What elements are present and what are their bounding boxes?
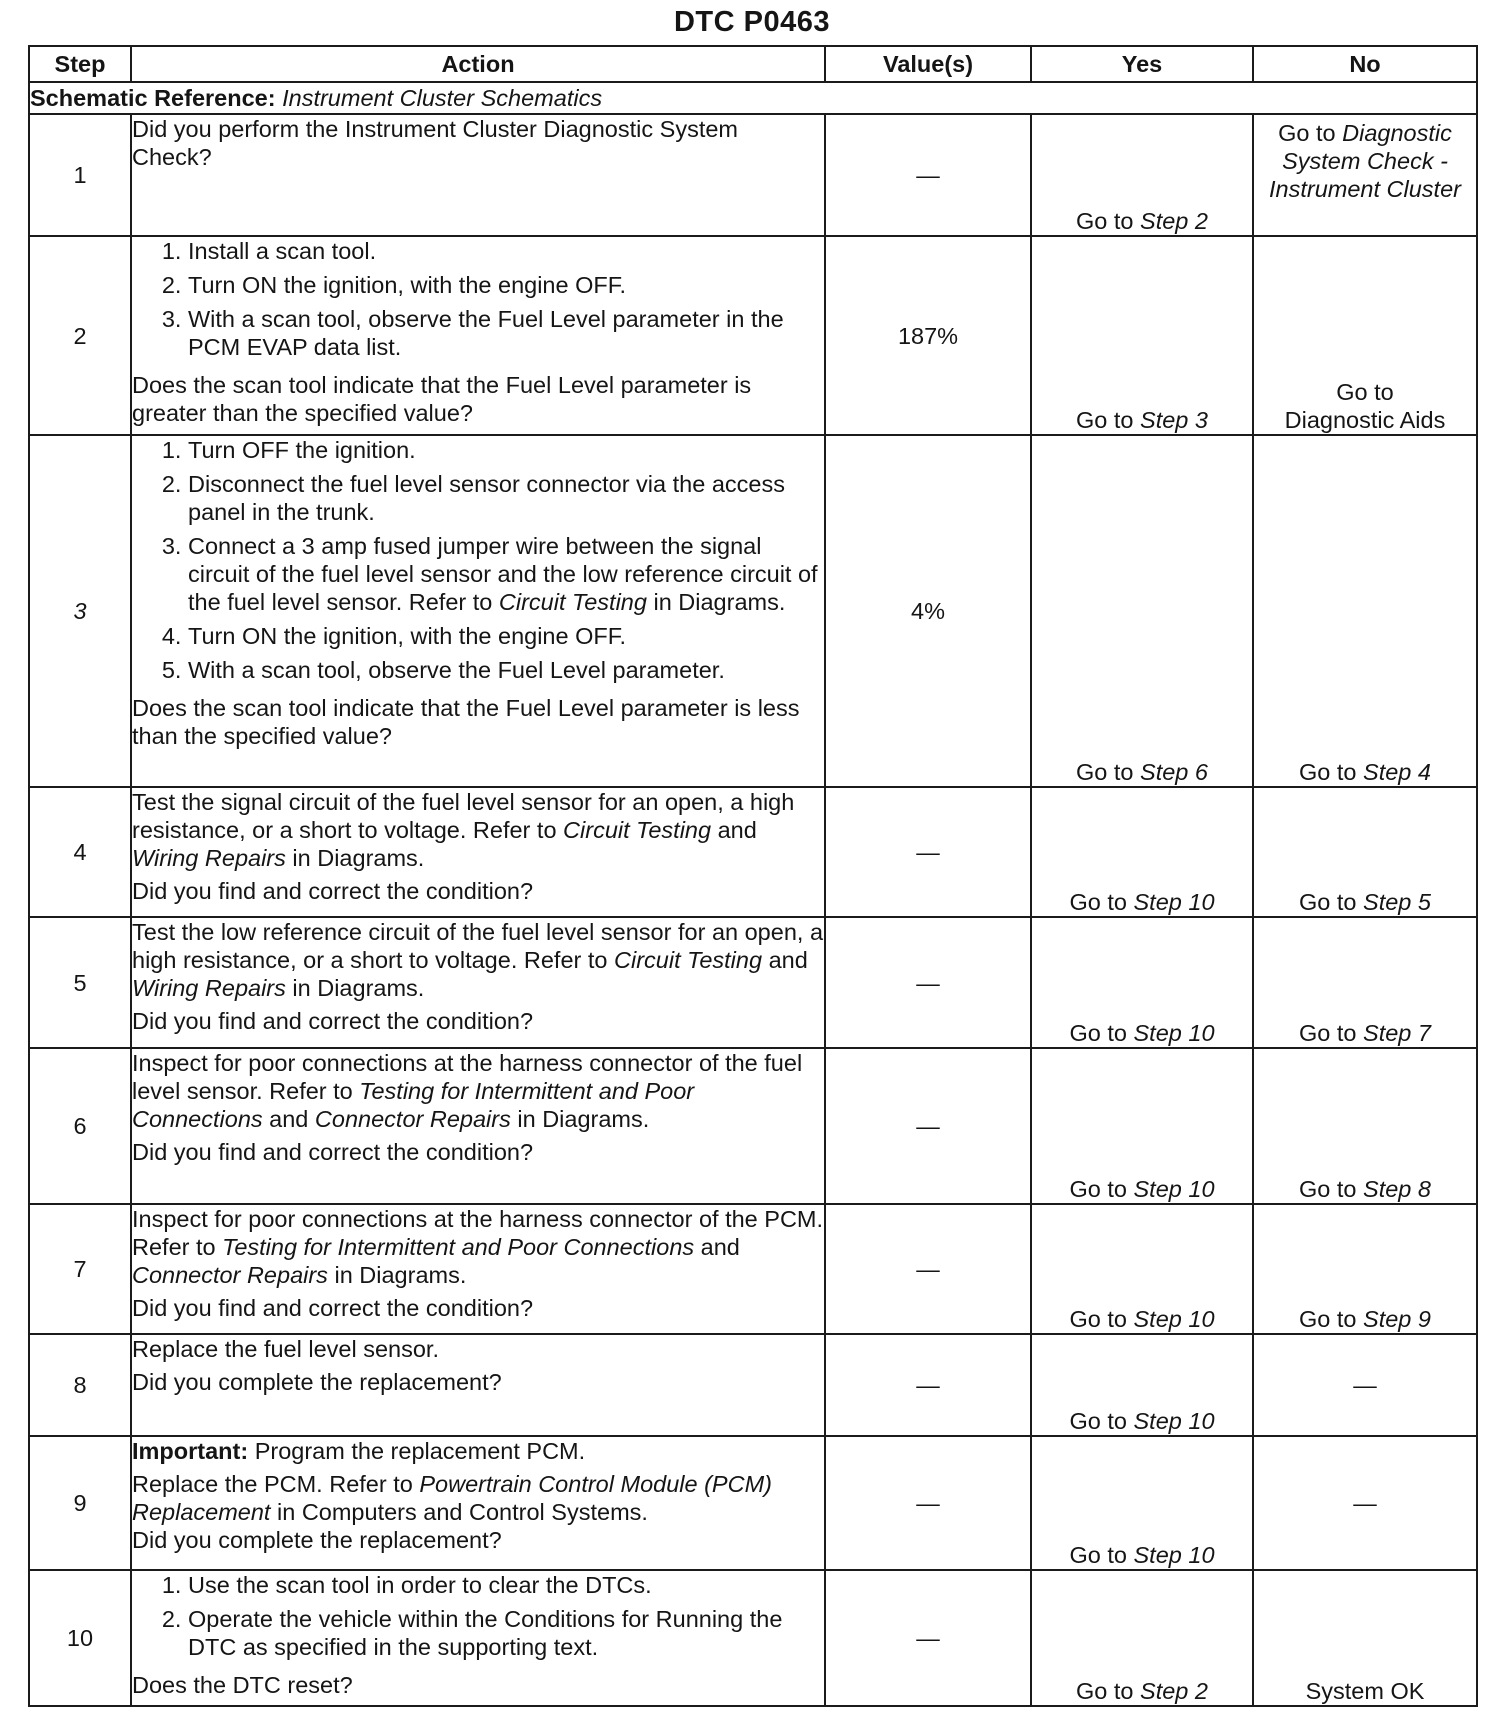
instruction-item: 2. Disconnect the fuel level sensor connector via the access panel in the trunk. xyxy=(188,470,824,526)
value-cell: — xyxy=(825,1204,1031,1334)
action-text xyxy=(132,918,824,1002)
action-cell xyxy=(131,1048,825,1204)
step-number: 1 xyxy=(29,114,131,236)
step-number: 8 xyxy=(29,1334,131,1436)
action-cell xyxy=(131,917,825,1048)
connector-repairs-link[interactable]: Connector Repairs xyxy=(314,1106,511,1132)
yes-cell xyxy=(1031,1334,1253,1436)
action-question: Does the DTC reset? xyxy=(132,1672,353,1698)
circuit-testing-link[interactable]: Circuit Testing xyxy=(563,817,712,843)
action-question: Did you find and correct the condition? xyxy=(132,878,534,904)
instruction-list xyxy=(132,1571,824,1667)
yes-cell xyxy=(1031,1048,1253,1204)
go-to-label: Go to xyxy=(1076,1678,1134,1704)
testing-intermittent-link[interactable]: Testing for Intermittent and Poor Connections xyxy=(222,1234,695,1260)
go-to-label: Go to xyxy=(1069,1542,1127,1568)
action-question: Did you complete the replacement? xyxy=(132,1369,502,1395)
go-to-label: Go to xyxy=(1076,759,1134,785)
table-row xyxy=(29,787,1477,917)
no-step-link[interactable]: Step 7 xyxy=(1363,1020,1431,1046)
action-text-part: in Diagrams. xyxy=(334,1262,467,1288)
yes-cell xyxy=(1031,1204,1253,1334)
table-row xyxy=(29,1570,1477,1706)
table-row xyxy=(29,1048,1477,1204)
step-number: 7 xyxy=(29,1204,131,1334)
instruction-item: 3. With a scan tool, observe the Fuel Level parameter in the PCM EVAP data list. xyxy=(188,305,824,361)
yes-step-link[interactable]: Step 10 xyxy=(1133,1542,1215,1568)
action-text-part: in Computers and Control Systems. xyxy=(277,1499,648,1525)
go-to-label: Go to xyxy=(1299,1176,1357,1202)
instruction-item xyxy=(188,532,824,616)
action-text xyxy=(132,788,824,872)
no-cell: — xyxy=(1253,1436,1477,1570)
instruction-item: 1. Turn OFF the ignition. xyxy=(188,436,824,464)
testing-intermittent-link[interactable]: Testing for Intermittent and Poor Connections xyxy=(132,1078,695,1132)
page-title: DTC P0463 xyxy=(673,6,830,38)
action-question: Does the scan tool indicate that the Fuel Level parameter is less than the specified value? xyxy=(132,695,800,749)
yes-step-link[interactable]: Step 10 xyxy=(1133,1176,1215,1202)
go-to-label: Go to xyxy=(1069,889,1127,915)
go-to-label: Go to xyxy=(1076,208,1134,234)
instruction-item: 5. With a scan tool, observe the Fuel Level parameter. xyxy=(188,656,824,684)
yes-cell xyxy=(1031,435,1253,787)
action-text xyxy=(132,1049,824,1133)
circuit-testing-link[interactable]: Circuit Testing xyxy=(614,947,763,973)
go-to-label: Go to xyxy=(1069,1408,1127,1434)
schematic-row xyxy=(29,82,1477,114)
instruction-text: in Diagrams. xyxy=(653,589,786,615)
step-number-text: 3 xyxy=(73,598,87,624)
step-number: 5 xyxy=(29,917,131,1048)
no-step-link[interactable]: Step 9 xyxy=(1363,1306,1431,1332)
value-cell: 187% xyxy=(825,236,1031,435)
yes-step-link[interactable]: Step 10 xyxy=(1133,1408,1215,1434)
header-action: Action xyxy=(131,46,825,82)
wiring-repairs-link[interactable]: Wiring Repairs xyxy=(132,845,286,871)
action-text-part: in Diagrams. xyxy=(517,1106,650,1132)
pcm-replacement-link[interactable]: Powertrain Control Module (PCM) Replacement xyxy=(132,1471,772,1525)
yes-cell xyxy=(1031,114,1253,236)
instruction-item: 1. Install a scan tool. xyxy=(188,237,824,265)
action-text-part: Test the low reference circuit of the fuel level sensor for an open, a high resistance, or a short to voltage. Refer to xyxy=(132,919,824,973)
go-to-label: Go to xyxy=(1076,407,1134,433)
value-cell: — xyxy=(825,1048,1031,1204)
action-text-part: Inspect for poor connections at the harness connector of the PCM. Refer to xyxy=(132,1206,824,1260)
header-row xyxy=(29,46,1477,82)
go-to-label: Go to xyxy=(1299,759,1357,785)
yes-step-link[interactable]: Step 10 xyxy=(1133,1306,1215,1332)
value-cell: — xyxy=(825,1436,1031,1570)
action-text-part: Test the signal circuit of the fuel level sensor for an open, a high resistance, or a short to voltage. Refer to xyxy=(132,789,795,843)
instruction-text: Connect a 3 amp fused jumper wire between the signal circuit of the fuel level sensor and the low reference circuit of the fuel level sensor. Refer to xyxy=(188,533,818,615)
header-yes: Yes xyxy=(1031,46,1253,82)
wiring-repairs-link[interactable]: Wiring Repairs xyxy=(132,975,286,1001)
instruction-item: 1. Use the scan tool in order to clear the DTCs. xyxy=(188,1571,824,1599)
yes-step-link[interactable]: Step 10 xyxy=(1133,889,1215,915)
no-cell xyxy=(1253,1048,1477,1204)
no-cell: — xyxy=(1253,1334,1477,1436)
value-cell: — xyxy=(825,114,1031,236)
action-text-part: Inspect for poor connections at the harness connector of the fuel level sensor. Refer to xyxy=(132,1050,803,1104)
instruction-item: 4. Turn ON the ignition, with the engine OFF. xyxy=(188,622,824,650)
yes-step-link[interactable]: Step 3 xyxy=(1140,407,1208,433)
no-cell xyxy=(1253,435,1477,787)
go-to-label: Go to xyxy=(1069,1306,1127,1332)
yes-cell xyxy=(1031,1436,1253,1570)
go-to-label: Go to xyxy=(1299,889,1357,915)
table-row xyxy=(29,114,1477,236)
action-cell xyxy=(131,1204,825,1334)
schematic-reference xyxy=(29,82,1477,114)
header-step: Step xyxy=(29,46,131,82)
value-cell: 4% xyxy=(825,435,1031,787)
no-step-link[interactable]: Step 8 xyxy=(1363,1176,1431,1202)
go-to-label: Go to xyxy=(1069,1176,1127,1202)
table-row xyxy=(29,435,1477,787)
schematic-link[interactable]: Instrument Cluster Schematics xyxy=(282,85,603,111)
step-number: 10 xyxy=(29,1570,131,1706)
no-step-link[interactable]: Step 5 xyxy=(1363,889,1431,915)
no-cell xyxy=(1253,787,1477,917)
action-cell xyxy=(131,114,825,236)
conjunction: and xyxy=(717,817,757,843)
value-cell: — xyxy=(825,1570,1031,1706)
table-row xyxy=(29,1334,1477,1436)
instruction-item: 2. Turn ON the ignition, with the engine OFF. xyxy=(188,271,824,299)
dtc-table xyxy=(28,45,1478,1707)
schematic-label: Schematic Reference: xyxy=(30,85,276,111)
action-cell xyxy=(131,1570,825,1706)
action-text-part: Replace the PCM. Refer to xyxy=(132,1471,413,1497)
table-row xyxy=(29,917,1477,1048)
header-no: No xyxy=(1253,46,1477,82)
go-to-label: Go to xyxy=(1336,379,1394,405)
table-row xyxy=(29,236,1477,435)
no-cell xyxy=(1253,917,1477,1048)
important-note xyxy=(132,1437,824,1465)
yes-cell xyxy=(1031,787,1253,917)
conjunction: and xyxy=(700,1234,740,1260)
yes-step-link[interactable]: Step 2 xyxy=(1140,208,1208,234)
no-cell xyxy=(1253,114,1477,236)
action-text-part: in Diagrams. xyxy=(292,845,425,871)
yes-cell xyxy=(1031,1570,1253,1706)
action-question: Does the scan tool indicate that the Fuel Level parameter is greater than the specified value? xyxy=(132,372,752,426)
circuit-testing-link[interactable]: Circuit Testing xyxy=(498,589,647,615)
action-cell xyxy=(131,787,825,917)
no-link-diagnostic-aids[interactable]: Diagnostic Aids xyxy=(1284,407,1446,433)
action-question: Did you find and correct the condition? xyxy=(132,1295,534,1321)
yes-step-link[interactable]: Step 6 xyxy=(1140,759,1208,785)
action-text: Replace the fuel level sensor. xyxy=(132,1336,439,1362)
action-text xyxy=(132,1205,824,1289)
action-question: Did you perform the Instrument Cluster Diagnostic System Check? xyxy=(132,116,739,170)
value-cell: — xyxy=(825,787,1031,917)
table-row xyxy=(29,1204,1477,1334)
no-cell xyxy=(1253,236,1477,435)
value-cell: — xyxy=(825,917,1031,1048)
yes-step-link[interactable]: Step 2 xyxy=(1140,1678,1208,1704)
conjunction: and xyxy=(768,947,808,973)
action-question: Did you find and correct the condition? xyxy=(132,1139,534,1165)
action-question: Did you find and correct the condition? xyxy=(132,1008,534,1034)
go-to-label: Go to xyxy=(1069,1020,1127,1046)
action-cell xyxy=(131,1436,825,1570)
table-row xyxy=(29,1436,1477,1570)
action-text xyxy=(132,1470,824,1526)
yes-step-link[interactable]: Step 10 xyxy=(1133,1020,1215,1046)
step-number: 4 xyxy=(29,787,131,917)
step-number: 9 xyxy=(29,1436,131,1570)
header-values: Value(s) xyxy=(825,46,1031,82)
important-label: Important: xyxy=(132,1438,249,1464)
instruction-list xyxy=(132,436,824,690)
no-cell xyxy=(1253,1204,1477,1334)
go-to-label: Go to xyxy=(1299,1020,1357,1046)
connector-repairs-link[interactable]: Connector Repairs xyxy=(132,1262,328,1288)
no-cell: System OK xyxy=(1253,1570,1477,1706)
step-number xyxy=(29,435,131,787)
instruction-list xyxy=(132,237,824,367)
important-text: Program the replacement PCM. xyxy=(254,1438,586,1464)
no-link-diagnostic-system-check[interactable]: Diagnostic System Check - Instrument Cluster xyxy=(1269,120,1461,202)
action-cell xyxy=(131,1334,825,1436)
instruction-item: 2. Operate the vehicle within the Conditions for Running the DTC as specified in the supporting text. xyxy=(188,1605,824,1661)
go-to-label: Go to xyxy=(1278,120,1336,146)
step-number: 6 xyxy=(29,1048,131,1204)
action-cell xyxy=(131,236,825,435)
action-cell xyxy=(131,435,825,787)
yes-cell xyxy=(1031,236,1253,435)
step-number: 2 xyxy=(29,236,131,435)
go-to-label: Go to xyxy=(1299,1306,1357,1332)
conjunction: and xyxy=(269,1106,309,1132)
action-question: Did you complete the replacement? xyxy=(132,1527,502,1553)
no-step-link[interactable]: Step 4 xyxy=(1363,759,1431,785)
yes-cell xyxy=(1031,917,1253,1048)
value-cell: — xyxy=(825,1334,1031,1436)
action-text-part: in Diagrams. xyxy=(292,975,425,1001)
